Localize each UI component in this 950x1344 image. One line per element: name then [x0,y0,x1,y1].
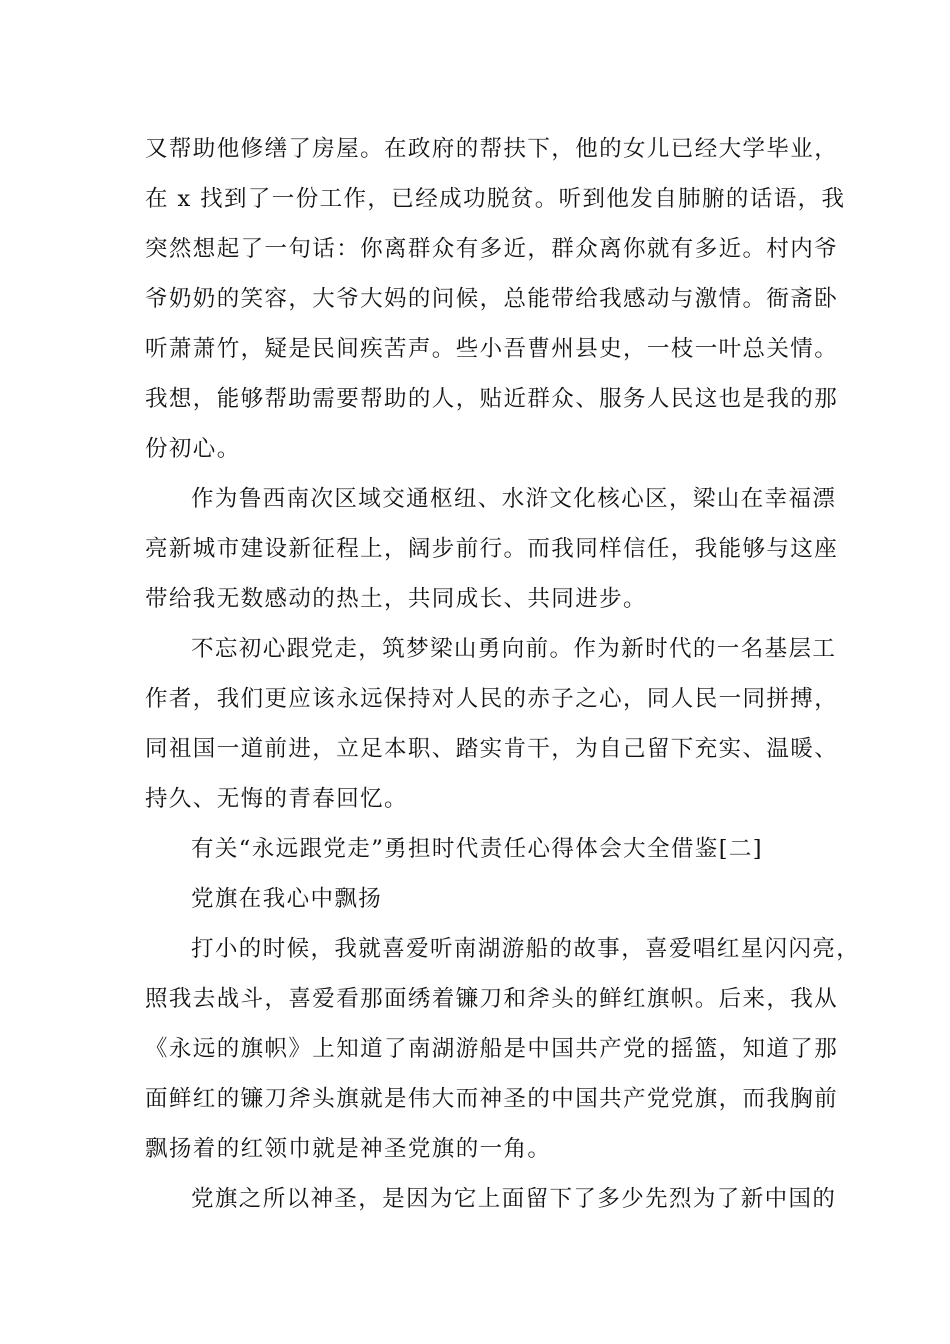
text-line-7: 份初心。 [145,436,241,462]
text-line-14: 持久、无悔的青春回忆。 [145,786,408,812]
text-line-3: 突然想起了一句话：你离群众有多近，群众离你就有多近。村内爷 [145,236,839,262]
paragraph-start-line: 作为鲁西南次区域交通枢纽、水浒文化核心区，梁山在幸福漂 [191,486,837,512]
text-line-5: 听萧萧竹，疑是民间疾苦声。些小吾曹州县史，一枝一叶总关情。 [145,336,839,362]
text-line-12: 作者，我们更应该永远保持对人民的赤子之心，同人民一同拼搏， [145,686,839,712]
section-heading: 有关“永远跟党走”勇担时代责任心得体会大全借鉴[二] [191,836,763,862]
text-line-4: 爷奶奶的笑容，大爷大妈的问候，总能带给我感动与激情。衙斋卧 [145,286,839,312]
text-line-10: 带给我无数感动的热土，共同成长、共同进步。 [145,586,647,612]
paragraph-start-line: 不忘初心跟党走，筑梦梁山勇向前。作为新时代的一名基层工 [191,636,837,662]
text-line-21: 飘扬着的红领巾就是神圣党旗的一角。 [145,1136,552,1162]
paragraph-start-line: 打小的时候，我就喜爱听南湖游船的故事，喜爱唱红星闪闪亮， [191,936,861,962]
article-title: 党旗在我心中飘扬 [191,886,383,912]
text-line-19: 《永远的旗帜》上知道了南湖游船是中国共产党的摇篮，知道了那 [145,1036,839,1062]
text-line-2: 在 x 找到了一份工作，已经成功脱贫。听到他发自肺腑的话语，我 [145,186,846,212]
text-line-13: 同祖国一道前进，立足本职、踏实肯干，为自己留下充实、温暖、 [145,736,839,762]
text-line-18: 照我去战斗，喜爱看那面绣着镰刀和斧头的鲜红旗帜。后来，我从 [145,986,839,1012]
paragraph-start-line: 党旗之所以神圣，是因为它上面留下了多少先烈为了新中国的 [191,1186,837,1212]
text-line-6: 我想，能够帮助需要帮助的人，贴近群众、服务人民这也是我的那 [145,386,839,412]
text-line-9: 亮新城市建设新征程上，阔步前行。而我同样信任，我能够与这座 [145,536,839,562]
text-line-1: 又帮助他修缮了房屋。在政府的帮扶下，他的女儿已经大学毕业， [145,136,839,162]
text-line-20: 面鲜红的镰刀斧头旗就是伟大而神圣的中国共产党党旗，而我胸前 [145,1086,839,1112]
